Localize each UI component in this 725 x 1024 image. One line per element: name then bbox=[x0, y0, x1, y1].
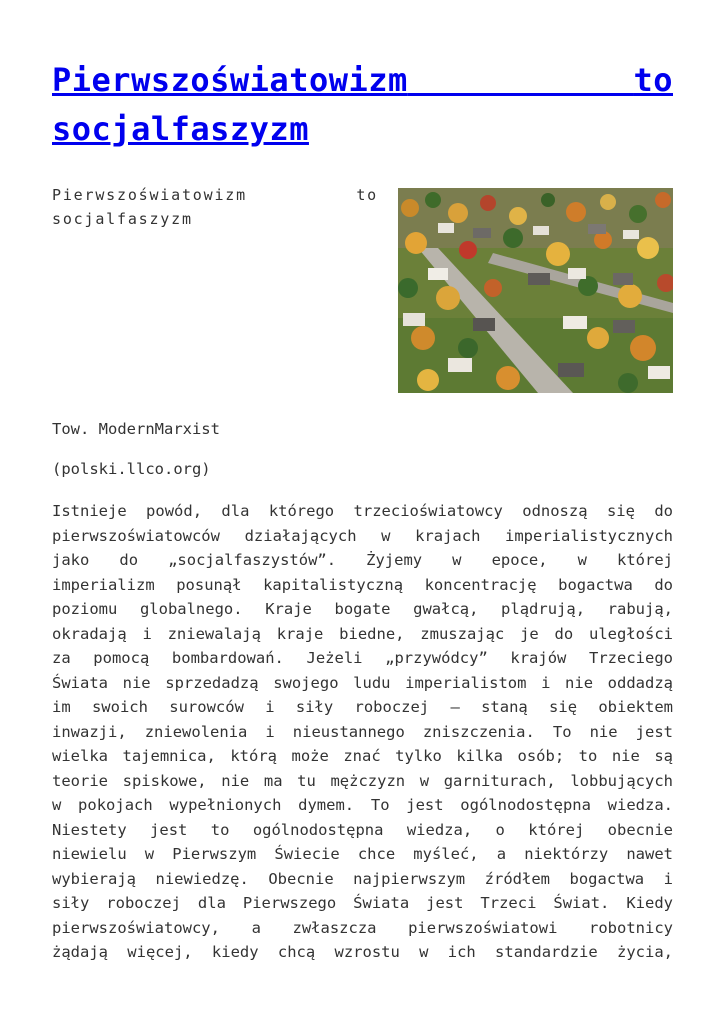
article-title-link[interactable] bbox=[52, 56, 673, 154]
body-line: inwazji, zniewolenia i nieustannego zniszczenia. To nie jest bbox=[52, 722, 673, 741]
body-line: poziomu globalnego. Kraje bogate gwałcą, plądrują, rabują, bbox=[52, 600, 673, 618]
body-line: Istnieje powód, dla którego trzecioświatowcy odnoszą się do bbox=[52, 502, 673, 520]
intro-word: Pierwszoświatowizm bbox=[52, 186, 247, 204]
body-line: pierwszoświatowcy, a zwłaszcza pierwszoświatowi robotnicy bbox=[52, 918, 673, 937]
title-line-2: socjalfaszyzm bbox=[52, 110, 309, 148]
body-line: okradają i zniewalają kraje biedne, zmuszając je do uległości bbox=[52, 624, 673, 643]
author-line: Tow. ModernMarxist bbox=[52, 420, 220, 438]
intro-line-1 bbox=[52, 183, 378, 207]
body-line: niewielu w Pierwszym Świecie chce myśleć, a niektórzy nawet bbox=[52, 845, 673, 863]
title-word: to bbox=[633, 61, 673, 99]
body-line: siły roboczej dla Pierwszego Świata jest Trzeci Świat. Kiedy bbox=[52, 894, 673, 912]
article-body bbox=[52, 499, 673, 965]
title-line-1 bbox=[52, 56, 673, 105]
body-line: żądają więcej, kiedy chcą wzrostu w ich standardzie życia, bbox=[52, 943, 673, 961]
body-line: teorie spiskowe, nie ma tu mężczyzn w garniturach, lobbujących bbox=[52, 771, 673, 790]
body-line: pierwszoświatowców działających w krajach imperialistycznych bbox=[52, 526, 673, 545]
intro-line-2: socjalfaszyzm bbox=[52, 210, 193, 228]
source-line: (polski.llco.org) bbox=[52, 460, 211, 478]
article-image bbox=[398, 188, 673, 393]
title-word: Pierwszoświatowizm bbox=[52, 61, 408, 99]
intro-text bbox=[52, 183, 378, 231]
body-line: wielka tajemnica, którą może znać tylko kilka osób; to nie są bbox=[52, 747, 673, 765]
body-line: Niestety jest to ogólnodostępna wiedza, o której obecnie bbox=[52, 820, 673, 839]
body-line: za pomocą bombardowań. Jeżeli „przywódcy” krajów Trzeciego bbox=[52, 649, 673, 667]
intro-word: to bbox=[356, 186, 378, 204]
body-line: imperializm posunął kapitalistyczną koncentrację bogactwa do bbox=[52, 575, 673, 594]
body-line: w pokojach wypełnionych dymem. To jest ogólnodostępna wiedza. bbox=[52, 796, 673, 814]
body-line: Świata nie sprzedadzą swojego ludu imperialistom i nie oddadzą bbox=[52, 673, 673, 692]
article-title bbox=[52, 56, 673, 154]
body-line: jako do „socjalfaszystów”. Żyjemy w epoce, w której bbox=[52, 551, 673, 569]
body-line: wybierają niewiedzę. Obecnie najpierwszym źródłem bogactwa i bbox=[52, 869, 673, 888]
body-line: im swoich surowców i siły roboczej – staną się obiektem bbox=[52, 698, 673, 716]
